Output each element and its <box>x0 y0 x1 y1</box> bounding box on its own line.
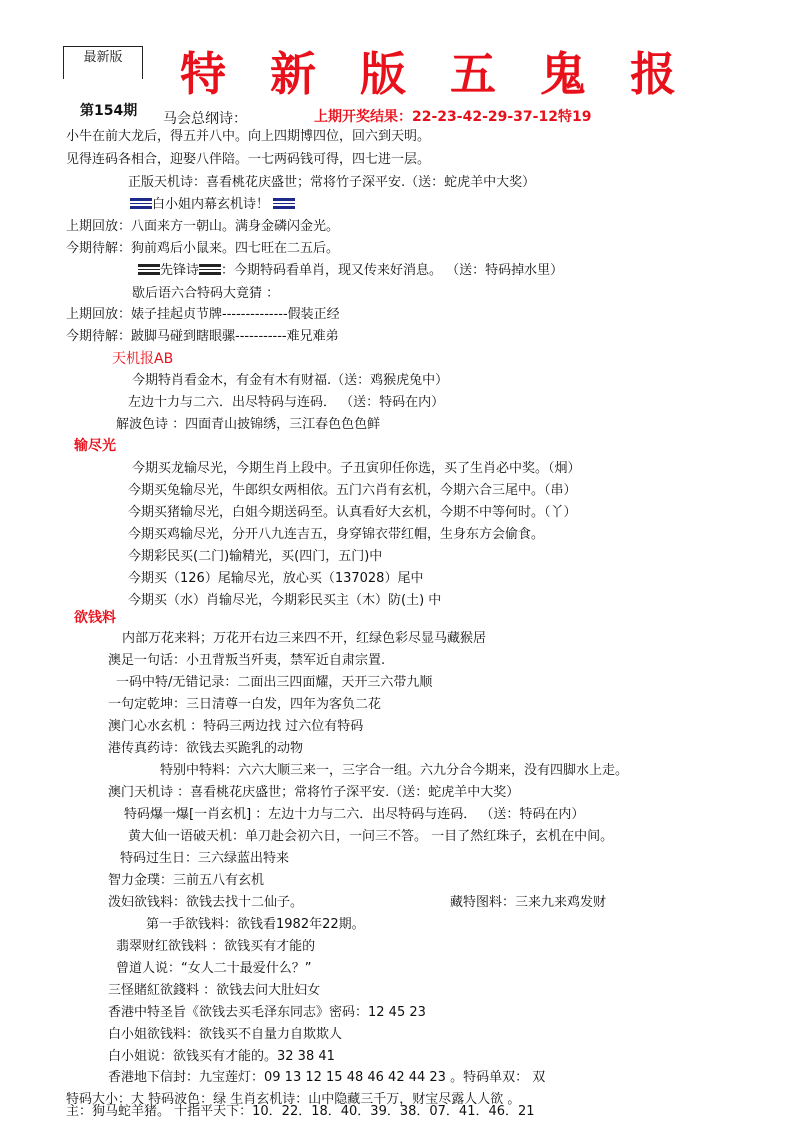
last-review-2: 上期回放：婊子挂起贞节牌--------------假装正经 <box>66 307 340 322</box>
section-tianji: 天机报AB <box>112 351 174 367</box>
lose-line-7: 今期买（水）肖输尽光，今期彩民买主（木）防(土) 中 <box>128 593 442 608</box>
tianji-line-1: 今期特肖看金木，有金有木有财福.（送：鸡猴虎兔中） <box>132 373 449 388</box>
lose-line-2: 今期买兔输尽光，牛郎织女两相依。五门六肖有玄机，今期六合三尾中。（串） <box>128 483 577 498</box>
yuqian-line-13: 泼妇欲钱料：欲钱去找十二仙子。 <box>108 895 304 910</box>
vanguard-text: ：今期特码看单肖，现又传来好消息。 （送：特码掉水里） <box>221 263 564 278</box>
to-solve-2: 今期待解：跛脚马碰到瞎眼骡-----------难兄难弟 <box>66 329 339 344</box>
yuqian-line-17: 曾道人说：“女人二十最爱什么？” <box>116 961 312 976</box>
yuqian-line-5: 澳门心水玄机 ：特码三两边找 过六位有特码 <box>108 719 364 734</box>
issue-number: 第154期 <box>80 103 138 119</box>
section-intro: 马会总纲诗： <box>163 111 247 127</box>
vanguard-poem <box>138 263 563 279</box>
riddle-heading: 歇后语六合特码大竟猜 ： <box>132 286 280 301</box>
yuqian-line-12: 智力金璞：三前五八有玄机 <box>108 873 265 888</box>
poem-line-1: 小牛在前大龙后，得五并八中。向上四期博四位，回六到天明。 <box>66 129 431 144</box>
yuqian-line-19: 香港中特圣旨《欲钱去买毛泽东同志》密码：12 45 23 <box>108 1005 426 1020</box>
lose-line-4: 今期买鸡输尽光，分开八九连吉五，身穿锦衣带红帽，生身东方会偷食。 <box>128 527 545 542</box>
poem-line-2: 见得连码各相合，迎娶八伴陪。一七两码钱可得，四七进一层。 <box>66 152 431 167</box>
to-solve-1: 今期待解：狗前鸡后小鼠来。四七旺在二五后。 <box>66 241 340 256</box>
yuqian-line-22: 香港地下信封：九宝莲灯：09 13 12 15 48 46 42 44 23 。特码单双： 双 <box>108 1070 546 1085</box>
section-yuqian: 欲钱料 <box>74 610 116 626</box>
baixiaojie-label: 白小姐内幕玄机诗！ <box>152 197 270 212</box>
yuqian-line-1: 内部万花来料；万花开右边三来四不开，红绿色彩尽显马藏猴居 <box>122 631 487 646</box>
lose-line-1: 今期买龙输尽光，今期生肖上段中。子丑寅卯任你选，买了生肖必中奖。（炯） <box>132 461 581 476</box>
yuqian-line-4: 一句定乾坤：三日清尊一白发，四年为客负二花 <box>108 697 382 712</box>
flag-icon <box>130 198 152 209</box>
edition-box: 最新版 <box>63 46 143 79</box>
yuqian-line-10: 黄大仙一语破天机：单刀赴会初六日，一问三不答。 一目了然红珠子，玄机在中间。 <box>128 829 614 844</box>
yuqian-line-14: 藏特图料：三来九来鸡发财 <box>450 895 607 910</box>
last-result: 上期开奖结果：22-23-42-29-37-12特19 <box>314 109 592 125</box>
yuqian-line-11: 特码过生日：三六绿蓝出特来 <box>120 851 290 866</box>
section-lose-all: 输尽光 <box>74 438 116 454</box>
flag-icon <box>199 264 221 275</box>
yuqian-line-18: 三怪賭紅欲錢料 ：欲钱去问大肚妇女 <box>108 983 321 998</box>
baixiaojie-heading <box>130 197 295 213</box>
tianji-line-2: 左边十力与二六．出尽特码与连码． （送：特码在内） <box>128 395 445 410</box>
flag-icon <box>273 198 295 209</box>
lose-line-3: 今期买猪输尽光，白姐今期送码至。认真看好大玄机，今期不中等何时。（丫） <box>128 505 577 520</box>
yuqian-line-3: 一码中特/无错记录：二面出三四面耀，天开三六带九顺 <box>116 675 433 690</box>
vanguard-label: 先锋诗 <box>160 263 200 278</box>
tianji-poem: 正版天机诗：喜看桃花庆盛世；常将竹子深平安.（送：蛇虎羊中大奖） <box>128 175 536 190</box>
flag-icon <box>138 264 160 275</box>
lose-line-5: 今期彩民买(二门)输精光，买(四门，五门)中 <box>128 549 383 564</box>
yuqian-line-21: 白小姐说：欲钱买有才能的。32 38 41 <box>108 1049 335 1064</box>
summary-line-2: 主：狗马蛇羊猪。 十指平天下：10．22．18．40．39．38．07．41．46．21 <box>66 1104 535 1119</box>
yuqian-line-15: 第一手欲钱料：欲钱看1982年22期。 <box>146 917 365 932</box>
yuqian-line-16: 翡翠财红欲钱料 ：欲钱买有才能的 <box>116 939 316 954</box>
yuqian-line-9: 特码爆一爆[一肖玄机] ：左边十力与二六．出尽特码与连码． （送：特码在内） <box>124 807 585 822</box>
yuqian-line-6: 港传真药诗：欲钱去买跪乳的动物 <box>108 741 304 756</box>
summary-line-1: 特码大小：大 特码波色：绿 生肖玄机诗：山中隐藏三千万，财宝尽露人人欲 。 <box>66 1092 521 1107</box>
yuqian-line-2: 澳足一句话：小丑背叛当歼夷，禁军近自肃宗置. <box>108 653 386 668</box>
wave-poem: 解波色诗 ：四面青山披锦绣，三江春色色色鲜 <box>116 417 381 432</box>
last-review-1: 上期回放：八面来方一朝山。满身金磷闪金光。 <box>66 219 340 234</box>
yuqian-line-8: 澳门天机诗 ：喜看桃花庆盛世；常将竹子深平安.（送：蛇虎羊中大奖） <box>108 785 520 800</box>
lose-line-6: 今期买（126）尾输尽光，放心买（137028）尾中 <box>128 571 424 586</box>
page-title: 特 新 版 五 鬼 报 <box>180 47 691 101</box>
yuqian-line-7: 特别中特料：六六大顺三来一，三字合一组。六九分合今期来，没有四脚水上走。 <box>160 763 629 778</box>
yuqian-line-20: 白小姐欲钱料：欲钱买不自量力自欺欺人 <box>108 1027 343 1042</box>
